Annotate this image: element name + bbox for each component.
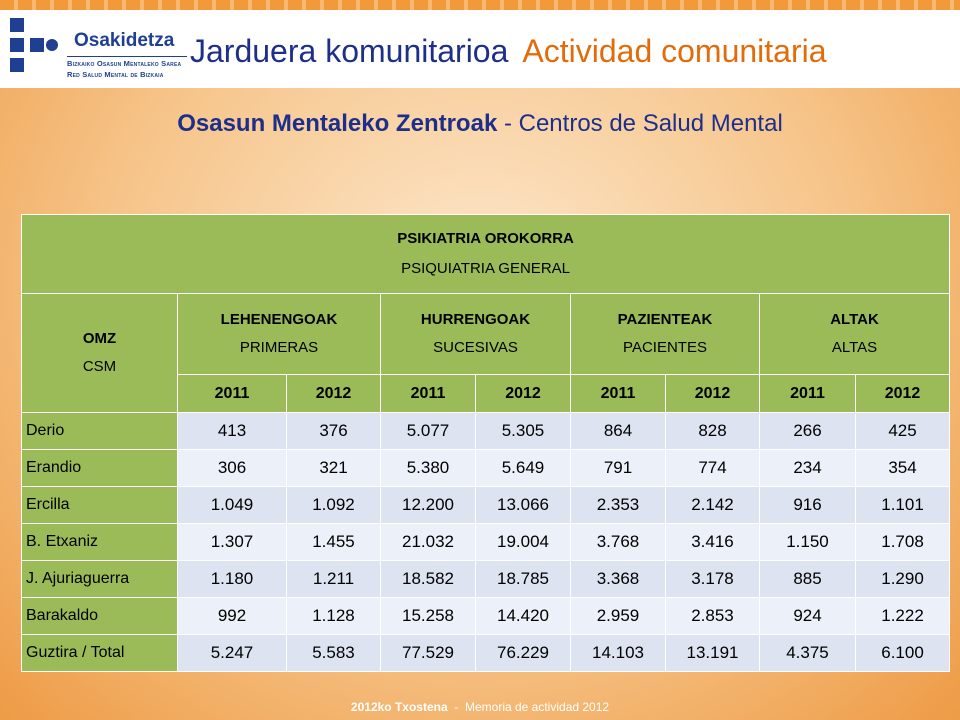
table-cell: 1.307: [178, 524, 287, 561]
row-label: Ercilla: [22, 487, 178, 524]
table-cell: 864: [571, 413, 666, 450]
table-row: [22, 413, 950, 450]
table-cell: 2.959: [571, 598, 666, 635]
table-cell: 3.368: [571, 561, 666, 598]
table-cell: 1.049: [178, 487, 287, 524]
table-row: [22, 524, 950, 561]
table-row: [22, 635, 950, 672]
table-cell: 5.305: [476, 413, 571, 450]
group-header-pacientes: [571, 294, 760, 375]
table-cell: 1.180: [178, 561, 287, 598]
table-row: [22, 598, 950, 635]
table-cell: 885: [760, 561, 856, 598]
footer-separator: -: [447, 700, 465, 714]
table-cell: 791: [571, 450, 666, 487]
table-cell: 5.077: [381, 413, 476, 450]
table-cell: 376: [287, 413, 381, 450]
table-cell: 2.853: [666, 598, 760, 635]
table-cell: 21.032: [381, 524, 476, 561]
table-cell: 15.258: [381, 598, 476, 635]
table-cell: 924: [760, 598, 856, 635]
slide-title: [190, 33, 827, 70]
group-header-basque: HURRENGOAK: [420, 311, 531, 328]
table-cell: 306: [178, 450, 287, 487]
table-cell: 2.353: [571, 487, 666, 524]
table-cell: 5.649: [476, 450, 571, 487]
year-header-cell: 2011: [571, 375, 666, 413]
table-cell: 5.247: [178, 635, 287, 672]
title-basque: Jarduera komunitarioa: [190, 33, 509, 69]
activity-table-container: [21, 214, 949, 672]
table-cell: 774: [666, 450, 760, 487]
group-header-basque: LEHENENGOAK: [220, 311, 338, 328]
table-row: [22, 561, 950, 598]
group-header-spanish: ALTAS: [831, 339, 878, 356]
table-cell: 13.066: [476, 487, 571, 524]
table-row: [22, 487, 950, 524]
table-cell: 1.092: [287, 487, 381, 524]
row-header-spanish: CSM: [82, 358, 117, 375]
table-cell: 3.768: [571, 524, 666, 561]
subtitle-spanish: Centros de Salud Mental: [518, 110, 783, 137]
table-cell: 76.229: [476, 635, 571, 672]
row-label: Guztira / Total: [22, 635, 178, 672]
table-cell: 1.101: [856, 487, 950, 524]
slide-subtitle: [0, 110, 960, 138]
table-cell: 1.290: [856, 561, 950, 598]
table-cell: 18.785: [476, 561, 571, 598]
table-cell: 354: [856, 450, 950, 487]
table-cell: 14.103: [571, 635, 666, 672]
table-cell: 2.142: [666, 487, 760, 524]
table-cell: 1.211: [287, 561, 381, 598]
table-cell: 234: [760, 450, 856, 487]
table-cell: 828: [666, 413, 760, 450]
cross-logo-icon: [4, 14, 64, 80]
group-header-primeras: [178, 294, 381, 375]
section-header-basque: PSIKIATRIA OROKORRA: [397, 230, 574, 247]
logo-subtitle-es: Red Salud Mental de Bizkaia: [67, 70, 164, 79]
table-cell: 77.529: [381, 635, 476, 672]
row-label: B. Etxaniz: [22, 524, 178, 561]
table-cell: 916: [760, 487, 856, 524]
table-cell: 6.100: [856, 635, 950, 672]
section-header-spanish: PSIQUIATRIA GENERAL: [401, 260, 570, 277]
table-cell: 19.004: [476, 524, 571, 561]
table-cell: 321: [287, 450, 381, 487]
table-cell: 1.708: [856, 524, 950, 561]
group-header-spanish: PRIMERAS: [239, 339, 319, 356]
top-decorative-strip: [0, 0, 960, 10]
year-header-cell: 2012: [856, 375, 950, 413]
group-header-sucesivas: [381, 294, 571, 375]
table-cell: 266: [760, 413, 856, 450]
table-cell: 1.150: [760, 524, 856, 561]
footer-spanish: Memoria de actividad 2012: [464, 700, 610, 714]
subtitle-basque: Osasun Mentaleko Zentroak: [177, 110, 498, 137]
row-header-basque: OMZ: [82, 330, 117, 347]
table-row: [22, 450, 950, 487]
row-label: Barakaldo: [22, 598, 178, 635]
year-header-cell: 2012: [287, 375, 381, 413]
osakidetza-logo: [4, 14, 190, 80]
section-header: [22, 215, 950, 294]
table-cell: 13.191: [666, 635, 760, 672]
table-cell: 5.380: [381, 450, 476, 487]
table-cell: 1.222: [856, 598, 950, 635]
logo-name: Osakidetza: [74, 30, 175, 51]
table-cell: 3.178: [666, 561, 760, 598]
row-label: Derio: [22, 413, 178, 450]
footer-basque: 2012ko Txostena: [350, 700, 448, 714]
table-cell: 14.420: [476, 598, 571, 635]
year-header-cell: 2011: [760, 375, 856, 413]
table-cell: 992: [178, 598, 287, 635]
subtitle-separator: -: [497, 110, 519, 137]
logo-divider: [67, 56, 187, 57]
table-cell: 1.128: [287, 598, 381, 635]
table-cell: 5.583: [287, 635, 381, 672]
year-header-cell: 2012: [476, 375, 571, 413]
row-label: Erandio: [22, 450, 178, 487]
year-header-cell: 2011: [178, 375, 287, 413]
activity-table: [21, 214, 950, 672]
table-cell: 3.416: [666, 524, 760, 561]
table-cell: 12.200: [381, 487, 476, 524]
table-cell: 1.455: [287, 524, 381, 561]
group-header-spanish: PACIENTES: [623, 339, 707, 356]
year-header-cell: 2011: [381, 375, 476, 413]
table-cell: 18.582: [381, 561, 476, 598]
group-header-spanish: SUCESIVAS: [433, 339, 518, 356]
row-label: J. Ajuriaguerra: [22, 561, 178, 598]
group-header-basque: ALTAK: [830, 311, 879, 328]
title-spanish: Actividad comunitaria: [522, 33, 827, 69]
row-header-cell: [22, 294, 178, 413]
table-cell: 425: [856, 413, 950, 450]
table-cell: 413: [178, 413, 287, 450]
logo-subtitle-eu: Bizkaiko Osasun Mentaleko Sarea: [67, 59, 182, 68]
group-header-altas: [760, 294, 950, 375]
year-header-cell: 2012: [666, 375, 760, 413]
table-cell: 4.375: [760, 635, 856, 672]
group-header-basque: PAZIENTEAK: [617, 311, 713, 328]
footer: [0, 700, 960, 714]
